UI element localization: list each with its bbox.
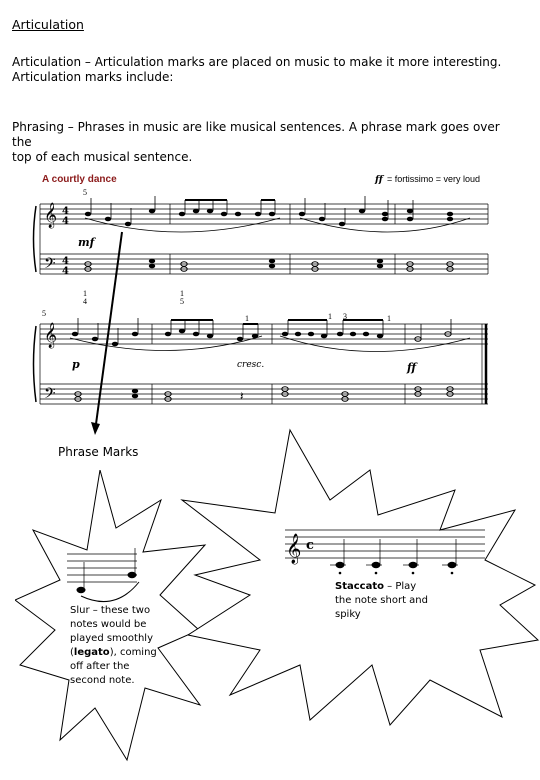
slur-note-2 — [128, 572, 137, 578]
phrasing-line-1: Phrasing – Phrases in music are like musical sentences. A phrase mark goes over the — [12, 120, 500, 149]
phrasing-line-2: top of each musical sentence. — [12, 150, 193, 164]
svg-text:𝄽: 𝄽 — [240, 389, 244, 403]
dynamic-ff: ff — [407, 361, 417, 374]
phrase-marks-caption: Phrase Marks — [58, 445, 139, 459]
svg-text:4: 4 — [62, 256, 69, 267]
svg-text:𝄢: 𝄢 — [44, 385, 56, 406]
svg-text:4: 4 — [62, 216, 69, 227]
svg-text:3: 3 — [343, 312, 347, 321]
dynamic-mf: mf — [78, 236, 95, 249]
svg-text:𝄞: 𝄞 — [44, 323, 58, 348]
svg-text:4: 4 — [62, 266, 69, 277]
piece-title: A courtly dance — [42, 174, 117, 185]
svg-text:1: 1 — [245, 314, 249, 323]
intro-line-2: Articulation marks include: — [12, 70, 174, 84]
svg-text:1: 1 — [180, 289, 184, 298]
dynamic-cresc: cresc. — [237, 360, 265, 370]
svg-text:4: 4 — [83, 297, 87, 306]
staccato-description: Staccato – Play the note short and spiky — [335, 581, 428, 620]
common-time-icon: c — [306, 538, 314, 553]
svg-text:𝄢: 𝄢 — [44, 255, 56, 276]
slur-note-1 — [77, 587, 86, 593]
svg-text:5: 5 — [180, 297, 184, 306]
svg-text:ff: ff — [375, 174, 383, 185]
measure-number: 5 — [42, 309, 46, 318]
page-title: Articulation — [12, 17, 84, 32]
svg-text:1: 1 — [328, 312, 332, 321]
slur-description: Slur – these two notes would be played smoothly (legato), coming off after the second note. — [70, 605, 157, 686]
svg-text:1: 1 — [83, 289, 87, 298]
svg-text:4: 4 — [62, 206, 69, 217]
svg-text:= fortissimo = very loud: = fortissimo = very loud — [387, 174, 481, 184]
measure-number: 5 — [83, 188, 87, 197]
svg-text:𝄞: 𝄞 — [44, 203, 58, 228]
arrow-head-icon — [91, 422, 100, 435]
svg-text:1: 1 — [387, 314, 391, 323]
intro-line-1: Articulation – Articulation marks are placed on music to make it more interesting. — [12, 55, 502, 69]
dynamic-p: p — [72, 358, 80, 371]
treble-clef-icon: 𝄞 — [286, 534, 302, 564]
